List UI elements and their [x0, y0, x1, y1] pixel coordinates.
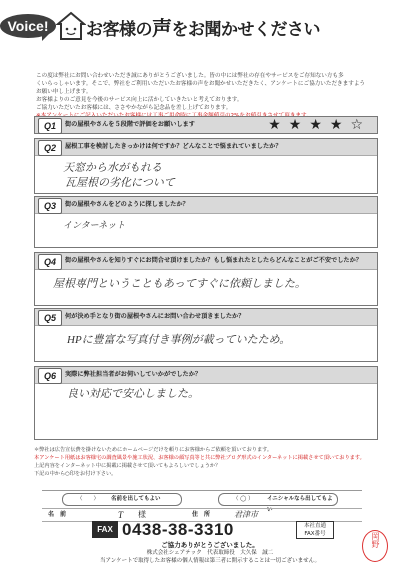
- fax-note-line: 本社直通: [303, 523, 326, 529]
- consent-option-initials[interactable]: [218, 493, 338, 513]
- house-icon: [56, 11, 86, 41]
- handwritten-answer: 瓦屋根の劣化について: [65, 177, 175, 189]
- handwritten-answer: 天窓から水がもれる: [63, 162, 162, 174]
- question-number: Q4: [38, 254, 62, 270]
- question-q6: [34, 366, 378, 440]
- question-q1: [34, 116, 378, 134]
- fax-note-line: FAX番号: [304, 531, 326, 537]
- intro-line: この度は弊社にお問い合わせいただき誠にありがとうございました。皆の中には弊社の存在やサービスをご存知ない方も多: [36, 73, 344, 79]
- handwritten-answer: インターネット: [63, 220, 126, 230]
- voice-badge: Voice!: [0, 14, 56, 38]
- question-q3: [34, 196, 378, 248]
- question-text: 屋根工事を検討したきっかけは何ですか？どんなことで悩まれていましたか？: [65, 143, 282, 150]
- option-mark: （ ◯ ）: [233, 496, 254, 502]
- question-text: 街の屋根やさんを知りすぐにお問合せ頂けましたか？もし悩まれたとしたらどんなことがご不安でしたか？: [65, 257, 362, 264]
- company-line: 株式会社シェアテック 代表取締役 大久保 誠二: [146, 550, 274, 556]
- option-label: イニシャルなら出してもよい: [267, 496, 333, 513]
- note-line: ＊弊社は広告宣伝費を掛けないためにホームページだけを頼りにお客様からご依頼を頂いております。: [34, 447, 273, 453]
- star-empty-icon: ☆: [350, 117, 371, 133]
- privacy-line: 当アンケートで取得したお客様の個人情報は第三者に開示することは一切ございません。: [99, 558, 320, 564]
- fax-label: FAX: [92, 521, 118, 538]
- intro-text: [36, 72, 366, 120]
- question-number: Q2: [38, 140, 62, 156]
- fax-block: [92, 519, 334, 540]
- handwritten-answer: 屋根専門ということもあってすぐに依頼しました。: [53, 278, 306, 290]
- star-filled-icon: ★: [309, 117, 330, 133]
- intro-line: お客様よりのご意見を今後のサービス向上に活かしていきたいと考えております。: [36, 97, 243, 103]
- option-label: 名前を出してもよい: [111, 496, 161, 502]
- note-line: 本アンケート用紙はお客様宅の調査風景や施工状況、お客様の顔写真等と共に弊社ブログ形式のインターネットに掲載させて頂いております。: [34, 455, 365, 461]
- question-number: Q6: [38, 368, 62, 384]
- question-q4: [34, 252, 378, 306]
- star-filled-icon: ★: [288, 117, 310, 133]
- note-line: 上記内容をインターネット中に掲載に掲載させて頂いてもよろしいでしょうか？: [34, 463, 221, 469]
- question-text: 実際に弊社担当者がお伺いしていかがでしたか？: [65, 371, 202, 378]
- thanks-text: ご協力ありがとうございました。: [161, 541, 259, 549]
- question-text: 街の屋根やさんをどのように探しましたか？: [65, 201, 189, 208]
- title-suffix: をお聞かせください: [171, 20, 320, 40]
- consent-option-full-name[interactable]: [62, 493, 182, 506]
- handwritten-answer: HPに豊富な写真付き事例が載っていたため。: [67, 334, 291, 346]
- address-label: 住 所: [192, 511, 211, 518]
- name-seal-stamp: [362, 530, 388, 562]
- address-value: 君津市: [234, 510, 258, 519]
- page-title: [86, 12, 320, 41]
- question-q2: [34, 138, 378, 194]
- star-filled-icon: ★: [329, 117, 351, 133]
- question-text: 何が決め手となり街の屋根やさんにお問い合わせ頂きましたか？: [65, 313, 245, 320]
- name-suffix: 様: [138, 510, 146, 519]
- note-line: 下記の中から○印をお付け下さい。: [34, 471, 117, 477]
- seal-text: 岡野: [371, 532, 380, 548]
- star-filled-icon: ★: [268, 117, 289, 133]
- question-number: Q5: [38, 310, 62, 326]
- question-text: 街の屋根やさんを５段階で評価をお願いします: [65, 121, 195, 128]
- title-emphasis: 声: [152, 16, 172, 40]
- name-value: T: [118, 510, 124, 520]
- question-q5: [34, 308, 378, 362]
- consent-section: [42, 490, 362, 521]
- footer: [90, 541, 330, 565]
- intro-line: くいらっしゃいます。そこで、弊社をご利用いただいたお客様の声をお聞かせいただきたく、アンケートにご協力いただきますようお願い申し上げます。: [36, 81, 366, 95]
- question-number: Q1: [38, 118, 62, 134]
- question-number: Q3: [38, 198, 62, 214]
- intro-line: ご協力いただいたお客様には、ささやかながら記念品を差し上げております。: [36, 105, 232, 111]
- fax-number: 0438-38-3310: [122, 520, 234, 539]
- option-mark: （ ）: [77, 496, 100, 502]
- title-prefix: お客様の: [86, 20, 152, 40]
- handwritten-answer: 良い対応で安心しました。: [67, 388, 199, 400]
- name-label: 名 前: [48, 511, 67, 518]
- fax-note: [296, 521, 334, 539]
- rating-stars: [268, 117, 371, 133]
- publication-note: [34, 446, 374, 478]
